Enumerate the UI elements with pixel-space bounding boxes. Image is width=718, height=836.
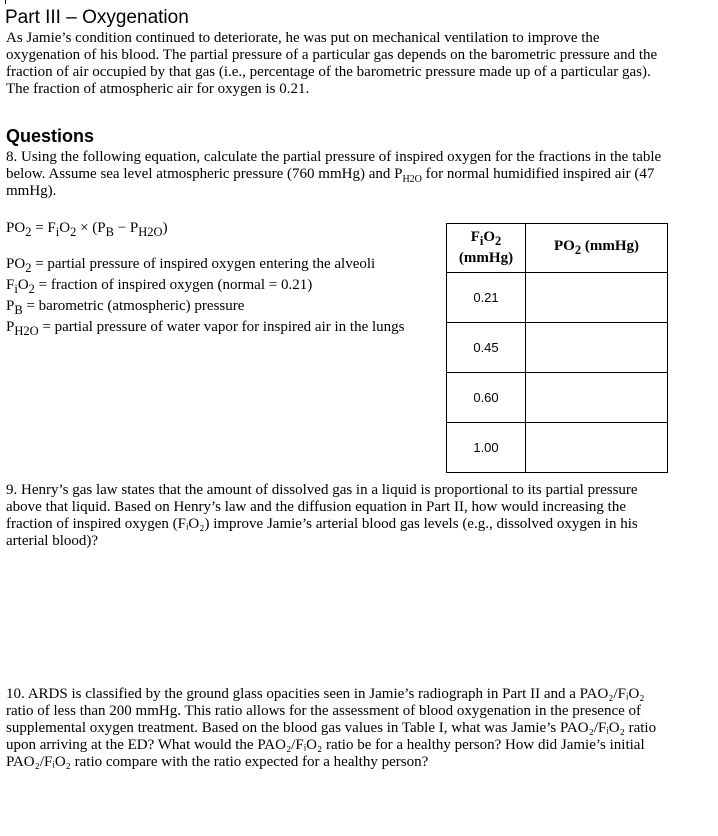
table-row bbox=[447, 373, 668, 423]
equation-definitions bbox=[6, 256, 416, 340]
definition-pb: $P_B$ = barometric (atmospheric) pressure bbox=[6, 298, 245, 317]
fio2-value: 0.60 bbox=[447, 373, 526, 423]
question-8-subscript: H2O bbox=[402, 174, 422, 185]
question-8-text-a: Using the following equation, calculate the partial pressure of inspired oxygen for the fractions in the table below. Assume sea level atmospheric pressure (760 mmHg) and P bbox=[6, 149, 662, 182]
question-10-body: ARDS is classified by the ground glass opacities seen in Jamie’s radiograph in Part II and a PAO₂/FᵢO₂ ratio of less than 200 mmHg. This ratio allows for the assessment of blood oxygenation in the presence of supplemental oxygen treatment. Based on the blood gas values in Table I, what was Jamie’s PAO₂/FᵢO₂ ratio upon arriving at the ED? What would the PAO₂/FᵢO₂ ratio be for a healthy person? How did Jamie’s initial PAO₂/FᵢO₂ ratio compare with the ratio expected for a healthy person? bbox=[6, 686, 657, 770]
po2-answer-cell[interactable] bbox=[526, 323, 668, 373]
question-9-body: Henry’s gas law states that the amount of dissolved gas in a liquid is proportional to its partial pressure above that liquid. Based on Henry’s law and the diffusion equation in Part II, how would increasing the fraction of inspired oxygen (FᵢO₂) improve Jamie’s arterial blood gas levels (e.g., dissolved oxygen in his arterial blood)? bbox=[6, 482, 638, 549]
fio2-value: 0.45 bbox=[447, 323, 526, 373]
partial-pressure-equation: $PO_2 = F_iO_2 \times (P_B - P_{H2O})$ bbox=[6, 220, 168, 239]
table-header-row bbox=[447, 224, 668, 273]
fio2-value: 1.00 bbox=[447, 423, 526, 473]
question-10-number: 10. bbox=[6, 686, 25, 702]
table-row bbox=[447, 273, 668, 323]
top-edge-mark bbox=[5, 0, 6, 4]
part-heading: Part III – Oxygenation bbox=[5, 7, 189, 28]
po2-answer-cell[interactable] bbox=[526, 273, 668, 323]
definition-fio2: $F_iO_2$ = fraction of inspired oxygen (normal = 0.21) bbox=[6, 277, 313, 296]
question-9-number: 9. bbox=[6, 482, 18, 498]
po2-calculation-table bbox=[446, 223, 668, 473]
po2-column-header: $PO_2$ (mmHg) bbox=[526, 224, 668, 273]
question-8-text-b: for normal humidified inspired air (47 mmHg). bbox=[6, 166, 655, 199]
intro-paragraph: As Jamie’s condition continued to deteriorate, he was put on mechanical ventilation to improve the oxygenation of his blood. The partial pressure of a particular gas depends on the barometric pressure and the fraction of air occupied by that gas (i.e., percentage of the barometric pressure made up of a particular gas). The fraction of atmospheric air for oxygen is 0.21. bbox=[6, 30, 658, 97]
fio2-value: 0.21 bbox=[447, 273, 526, 323]
po2-answer-cell[interactable] bbox=[526, 373, 668, 423]
question-10-text bbox=[6, 686, 670, 771]
fio2-column-header: $F_iO_2$ (mmHg) bbox=[447, 224, 526, 273]
table-row bbox=[447, 423, 668, 473]
questions-heading: Questions bbox=[6, 126, 95, 146]
definition-po2: $PO_2$ = partial pressure of inspired oxygen entering the alveoli bbox=[6, 256, 376, 275]
question-9-text bbox=[6, 482, 666, 550]
question-8-number: 8. bbox=[6, 149, 18, 165]
table-row bbox=[447, 323, 668, 373]
po2-answer-cell[interactable] bbox=[526, 423, 668, 473]
question-8-text bbox=[6, 149, 672, 200]
definition-ph2o: $P_{H2O}$ = partial pressure of water vapor for inspired air in the lungs bbox=[6, 319, 405, 338]
